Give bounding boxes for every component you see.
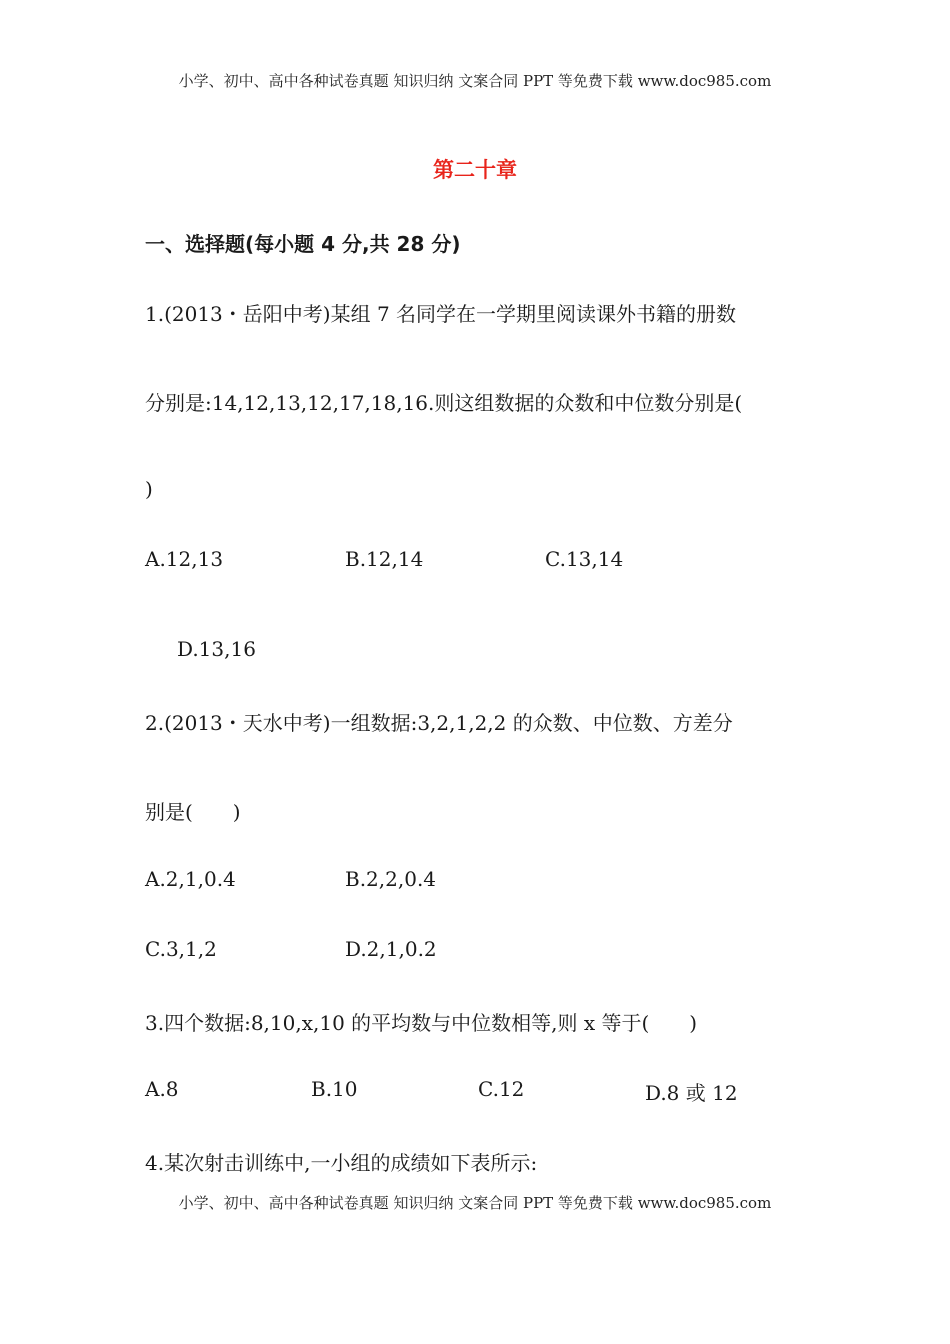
q2-line1: 2.(2013・天水中考)一组数据:3,2,1,2,2 的众数、中位数、方差分	[145, 711, 733, 735]
section-title: 一、选择题(每小题 4 分,共 28 分)	[145, 232, 461, 256]
q1-line1: 1.(2013・岳阳中考)某组 7 名同学在一学期里阅读课外书籍的册数	[145, 302, 737, 326]
q3-option-a: A.8	[145, 1077, 179, 1101]
q1-line3: )	[145, 477, 153, 501]
q4-line1: 4.某次射击训练中,一小组的成绩如下表所示:	[145, 1151, 538, 1175]
q2-option-b: B.2,2,0.4	[345, 867, 437, 891]
q2-option-a: A.2,1,0.4	[145, 867, 236, 891]
q1-option-d: D.13,16	[177, 637, 256, 661]
q3-option-c: C.12	[478, 1077, 525, 1101]
q3-option-d: D.8 或 12	[645, 1081, 738, 1105]
q3-option-b: B.10	[311, 1077, 358, 1101]
q2-option-c: C.3,1,2	[145, 937, 217, 961]
page-footer: 小学、初中、高中各种试卷真题 知识归纳 文案合同 PPT 等免费下载 www.doc985.com	[178, 1194, 772, 1212]
page-header: 小学、初中、高中各种试卷真题 知识归纳 文案合同 PPT 等免费下载 www.doc985.com	[178, 72, 772, 90]
q1-line2: 分别是:14,12,13,12,17,18,16.则这组数据的众数和中位数分别是(	[145, 391, 743, 415]
q1-option-c: C.13,14	[545, 547, 624, 571]
q2-option-d: D.2,1,0.2	[345, 937, 437, 961]
q2-line2: 别是( )	[145, 800, 241, 824]
q1-option-a: A.12,13	[145, 547, 224, 571]
q1-option-b: B.12,14	[345, 547, 424, 571]
chapter-title: 第二十章	[433, 158, 517, 182]
q3-line1: 3.四个数据:8,10,x,10 的平均数与中位数相等,则 x 等于( )	[145, 1011, 698, 1035]
